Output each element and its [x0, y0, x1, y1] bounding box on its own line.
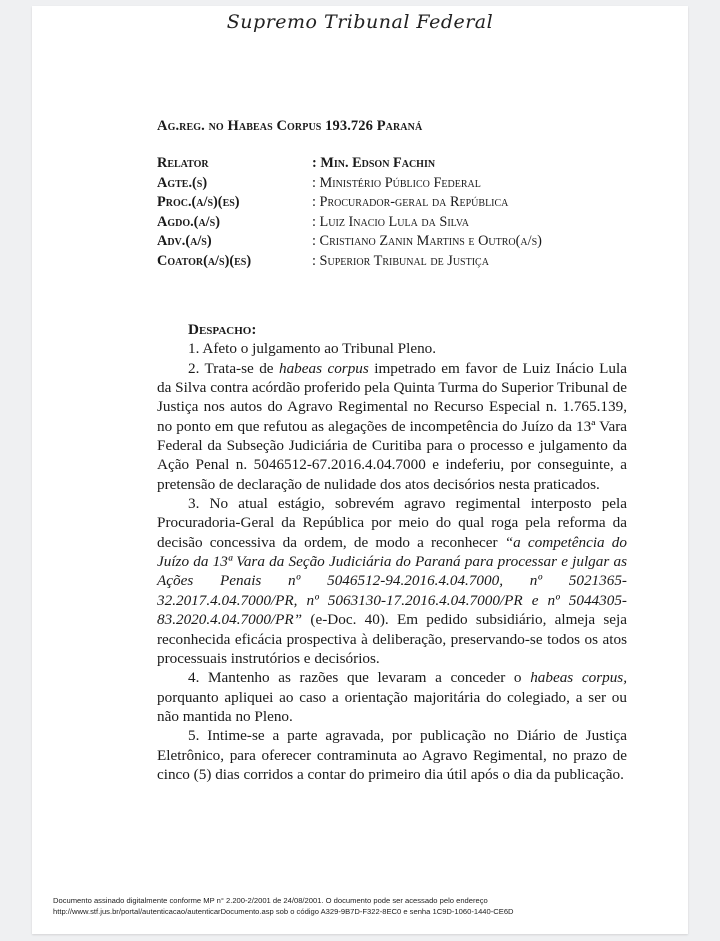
- party-label: Proc.(a/s)(es): [157, 194, 240, 210]
- paragraph-text: 3. No atual estágio, sobrevém agravo regimental interposto pela Procuradoria-Geral da República por meio do qual roga pela reforma da decisão concessiva da ordem, de modo a reconhecer: [157, 495, 627, 551]
- paragraph-text: impetrado em favor de Luiz Inácio Lula da Silva contra acórdão proferido pela Quinta Turma do Superior Tribunal de Justiça nos autos do Agravo Regimental no Recurso Especial n. 1.765.139, no ponto em que refutou as alegações de incompetência do Juízo da 13ª Vara Federal da Subseção Judiciária de Curitiba para o processo e julgamento da Ação Penal n. 5046512-67.2016.4.04.7000 e indeferiu, por conseguinte, a pretensão de declaração de nulidade dos atos decisórios nesta praticados.: [157, 359, 627, 493]
- party-value: : Cristiano Zanin Martins e Outro(a/s): [312, 233, 542, 249]
- paragraph-5: 5. Intime-se a parte agravada, por publicação no Diário de Justiça Eletrônico, para oferecer contraminuta ao Agravo Regimental, no prazo de cinco (5) dias corridos a contar do primeiro dia útil após o dia da publicação.: [157, 727, 627, 783]
- italic-term: habeas corpus: [278, 359, 369, 377]
- italic-term: habeas corpus,: [530, 669, 627, 687]
- signature-footer: [53, 896, 514, 917]
- party-row-agdo: [157, 213, 657, 233]
- party-label: Adv.(a/s): [157, 233, 212, 249]
- party-row-coator: [157, 252, 657, 272]
- party-value: : Superior Tribunal de Justiça: [312, 252, 489, 269]
- party-value: : Ministério Público Federal: [312, 174, 481, 191]
- party-value: : Procurador-geral da República: [312, 194, 509, 210]
- footer-line-2: http://www.stf.jus.br/portal/autenticacao/autenticarDocumento.asp sob o código A329-9B7D-F322-8EC0 e senha 1C9D-1060-1440-CE6D: [53, 906, 514, 916]
- document-page: [32, 6, 688, 934]
- party-label: Agdo.(a/s): [157, 213, 220, 230]
- paragraph-2: [157, 359, 627, 494]
- party-value: : Min. Edson Fachin: [312, 155, 436, 171]
- parties-table: [157, 154, 657, 271]
- paragraph-text: 4. Mantenho as razões que levaram a conceder o: [188, 669, 531, 687]
- party-row-relator: [157, 154, 657, 174]
- party-label: Coator(a/s)(es): [157, 252, 252, 269]
- party-label: Relator: [157, 155, 209, 171]
- party-row-agte: [157, 174, 657, 194]
- court-header-logo-text: Supremo Tribunal Federal: [226, 11, 494, 33]
- party-row-proc: [157, 193, 657, 213]
- paragraph-text: porquanto apliquei ao caso a orientação majoritária do colegiado, a ser ou não mantida no Pleno.: [157, 688, 627, 725]
- despacho-heading: Despacho:: [188, 321, 257, 338]
- paragraph-text: 2. Trata-se de: [188, 359, 279, 377]
- italic-quote: “a competência do Juízo da 13ª Vara da Seção Judiciária do Paraná para processar e julgar as Ações Penais nº 5046512-94.2016.4.04.7000, nº 5021365-32.2017.4.04.7000/PR, nº 5063130-17.2016.4.04.7000/PR e nº 5044305- 83.2020.4.04.7000/PR”: [157, 533, 627, 629]
- party-row-adv: [157, 232, 657, 252]
- paragraph-1: 1. Afeto o julgamento ao Tribunal Pleno.: [188, 340, 437, 358]
- paragraph-4: [157, 668, 627, 726]
- footer-line-1: Documento assinado digitalmente conforme MP n° 2.200-2/2001 de 24/08/2001. O documento pode ser acessado pelo endereço: [53, 896, 488, 905]
- paragraph-3: [157, 494, 627, 668]
- party-label: Agte.(s): [157, 174, 208, 191]
- paragraph-text: (e-Doc. 40). Em pedido subsidiário, almeja seja reconhecida eficácia prospectiva à deliberação, preservando-se todos os atos processuais instrutórios e decisórios.: [157, 611, 627, 667]
- party-value: : Luiz Inacio Lula da Silva: [312, 213, 470, 230]
- case-title: Ag.reg. no Habeas Corpus 193.726 Paraná: [157, 118, 423, 134]
- despacho-body: [157, 320, 627, 784]
